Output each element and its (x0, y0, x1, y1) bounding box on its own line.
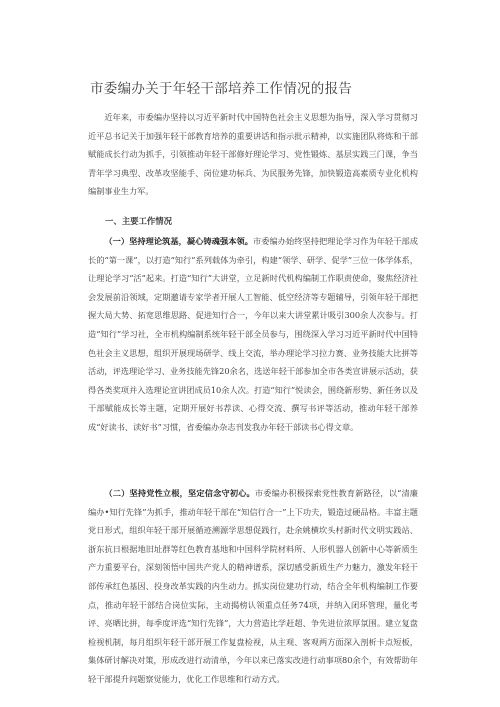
item-1-lead: （一）坚持理论筑基，凝心铸魂强本领。 (104, 236, 253, 246)
section-heading: 一、主要工作情况 (105, 216, 172, 226)
item-2-text: 市委编办积极探索党性教育新路径，以“清廉编办•知行先锋”为抓手，推动年轻干部在“知信行合一”上下功夫，锻造过硬品格。丰富主题党日形式，组织年轻干部开展循迹溯源学思想促践行，赴余姚横坎头村新时代文明实践站、浙东抗日根据地旧址群等红色教育基地和中国科学院材料所、人形机器人创新中心等新质生产力重要平台，深刻领悟中国共产党人的精神谱系，深切感受新质生产力魅力，激发年轻干部传承红色基因、投身改革实践的内生动力。抓实岗位建功行动，结合全年机构编制工作要点，推动年轻干部结合岗位实际，主动揭榜认领重点任务74项，并纳入闭环管理，量化考评、亮晒比拼，每季度评选“知行先锋”，大力营造比学赶超、争先进位浓厚氛围。建立复盘检视机制，每月组织年轻干部开展工作复盘检视，从主观、客观两方面深入剖析卡点短板，集体研讨解决对策，形成改进行动清单，今年以来已落实改进行动事项80余个，有效帮助年轻干部提升问题察觉能力，优化工作思维和行动方式。 (88, 488, 418, 684)
item-2-paragraph (88, 484, 418, 689)
item-1-text: 市委编办始终坚持把理论学习作为年轻干部成长的“第一课”，以打造“知行”系列载体为牵引，构建“领学、研学、促学”三位一体学体系，让理论学习“活”起来。打造“知行”大讲堂，立足新时代机构编制工作职责使命，聚焦经济社会发展前沿领域，定期邀请专家学者开展人工智能、低空经济等专题辅导，引领年轻干部把握大局大势、拓宽思维思路、促进知行合一，今年以来大讲堂累计吸引300余人次参与。打造“知行”学习社，全市机构编制系统年轻干部全员参与，围绕深入学习习近平新时代中国特色社会主义思想，组织开展现场研学、线上交流，举办理论学习拉力赛、业务技能大比拼等活动，评选理论学习、业务技能先锋20余名，选送年轻干部参加全市各类宣讲展示活动，获得各类奖项并入选理论宣讲团成员10余人次。打造“知行”悦读会，围绕新形势、新任务以及干部赋能成长等主题，定期开展好书荐读、心得交流、撰写书评等活动，推动年轻干部养成“好读书、读好书”习惯，省委编办杂志刊发我办年轻干部读书心得文章。 (88, 236, 418, 432)
intro-paragraph: 近年来，市委编办坚持以习近平新时代中国特色社会主义思想为指导，深入学习贯彻习近平总书记关于加强年轻干部教育培养的重要讲话和指示批示精神，以实施团队将炼和干部赋能成长行动为抓手，引领推动年轻干部修好理论学习、党性锻炼、基层实践三门课，争当青年学习典型、改革攻坚能手、岗位建功标兵、为民服务先锋，加快锻造高素质专业化机构编制事业生力军。 (88, 112, 418, 197)
page-title: 市委编办关于年轻干部培养工作情况的报告 (90, 81, 353, 97)
item-1-paragraph (88, 232, 418, 437)
item-2-lead: （二）坚持党性立根，坚定信念守初心。 (104, 488, 255, 498)
